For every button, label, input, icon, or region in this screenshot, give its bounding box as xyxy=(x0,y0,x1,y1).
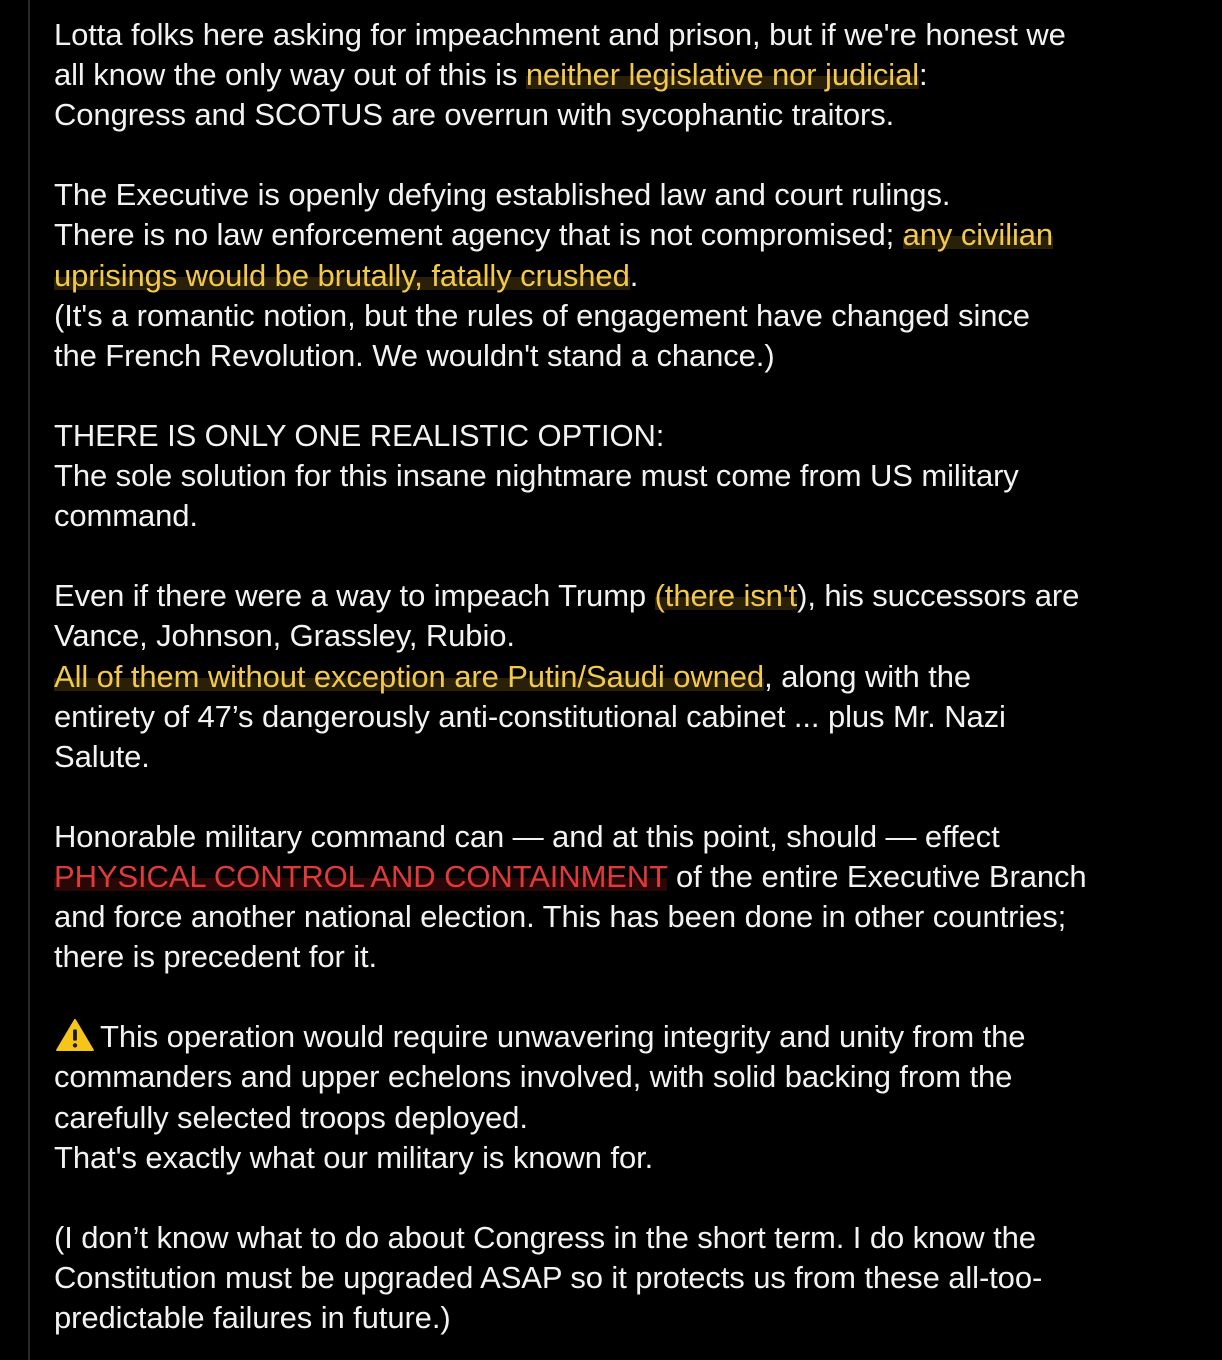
highlight-owned: All of them without exception are Putin/Saudi owned xyxy=(54,658,765,694)
line xyxy=(54,817,1204,857)
text: (I don’t know what to do about Congress in the short term. I do know the xyxy=(54,1219,1036,1255)
line xyxy=(54,937,1204,977)
text: (It's a romantic notion, but the rules of engagement have changed since xyxy=(54,297,1030,333)
line xyxy=(54,95,1204,135)
highlight-physical-control: PHYSICAL CONTROL AND CONTAINMENT xyxy=(54,858,668,894)
paragraph-7 xyxy=(54,1218,1204,1338)
line xyxy=(54,1218,1204,1258)
text: Congress and SCOTUS are overrun with sycophantic traitors. xyxy=(54,97,895,133)
line xyxy=(54,576,1204,616)
text: , along with the xyxy=(764,658,971,694)
text: ), his successors are xyxy=(797,578,1080,614)
text: there is precedent for it. xyxy=(54,939,378,975)
paragraph-5 xyxy=(54,817,1204,977)
text: Honorable military command can — and at this point, should — effect xyxy=(54,818,1000,854)
text: That's exactly what our military is known for. xyxy=(54,1139,654,1175)
line xyxy=(54,456,1204,496)
line xyxy=(54,1298,1204,1338)
text: predictable failures in future.) xyxy=(54,1300,451,1335)
line xyxy=(54,737,1204,777)
text: Even if there were a way to impeach Trump xyxy=(54,578,655,614)
highlight-there-isnt: (there isn't xyxy=(654,578,798,614)
line xyxy=(54,1098,1204,1138)
line xyxy=(54,496,1204,536)
line xyxy=(54,336,1204,376)
line xyxy=(54,175,1204,215)
text: Vance, Johnson, Grassley, Rubio. xyxy=(54,618,515,654)
text: and force another national election. This has been done in other countries; xyxy=(54,899,1067,935)
text: The sole solution for this insane nightmare must come from US military xyxy=(54,458,1019,494)
line xyxy=(54,416,1204,456)
line xyxy=(54,857,1204,897)
line xyxy=(54,1138,1204,1178)
text: : xyxy=(919,57,928,93)
line xyxy=(54,1017,1204,1057)
text: Lotta folks here asking for impeachment and prison, but if we're honest we xyxy=(54,17,1066,52)
text: the French Revolution. We wouldn't stand a chance.) xyxy=(54,337,775,373)
text: . xyxy=(629,257,639,293)
highlight-crushed: uprisings would be brutally, fatally crushed xyxy=(54,257,630,293)
text: The Executive is openly defying established law and court rulings. xyxy=(54,177,951,213)
line xyxy=(54,256,1204,296)
highlight-civilian-uprisings: any civilian xyxy=(902,217,1054,253)
text: command. xyxy=(54,498,198,534)
line xyxy=(54,15,1204,55)
text: of the entire Executive Branch xyxy=(667,858,1087,894)
highlight-legislative-judicial: neither legislative nor judicial xyxy=(525,57,919,93)
paragraph-4 xyxy=(54,576,1204,776)
text: all know the only way out of this is xyxy=(54,57,526,93)
paragraph-6 xyxy=(54,1017,1204,1177)
text: THERE IS ONLY ONE REALISTIC OPTION: xyxy=(54,417,665,453)
text: entirety of 47’s dangerously anti-constitutional cabinet ... plus Mr. Nazi xyxy=(54,698,1006,734)
text: carefully selected troops deployed. xyxy=(54,1099,528,1135)
text: Constitution must be upgraded ASAP so it protects us from these all-too- xyxy=(54,1259,1043,1295)
paragraph-1 xyxy=(54,15,1204,135)
line xyxy=(54,296,1204,336)
line xyxy=(54,55,1204,95)
line xyxy=(54,1258,1204,1298)
paragraph-3 xyxy=(54,416,1204,536)
text: There is no law enforcement agency that is not compromised; xyxy=(54,217,903,253)
line xyxy=(54,657,1204,697)
text: This operation would require unwavering integrity and unity from the xyxy=(100,1019,1026,1055)
line xyxy=(54,697,1204,737)
line xyxy=(54,1057,1204,1097)
text: commanders and upper echelons involved, with solid backing from the xyxy=(54,1059,1013,1095)
left-rule xyxy=(28,0,30,1360)
warning-icon xyxy=(54,1018,96,1052)
paragraph-2 xyxy=(54,175,1204,375)
line xyxy=(54,215,1204,255)
line xyxy=(54,897,1204,937)
line xyxy=(54,616,1204,656)
text: Salute. xyxy=(54,738,150,774)
post-body xyxy=(54,15,1204,1338)
